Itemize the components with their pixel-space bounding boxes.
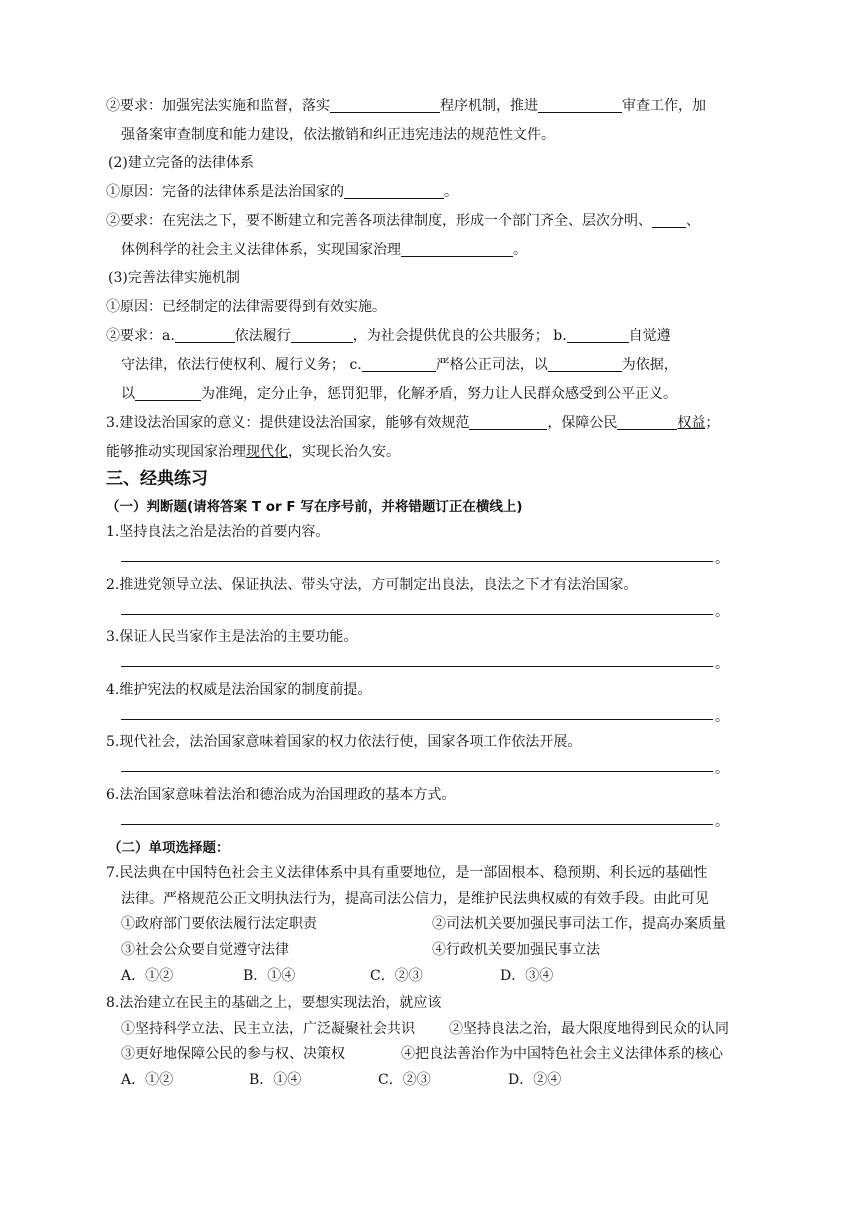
implementation-heading: (3)完善法律实施机制 [108,270,240,286]
q8-option-2: ②坚持良法之治，最大限度地得到民众的认同 [449,1021,729,1037]
q7-option-1: ①政府部门要依法履行法定职责 [121,916,317,932]
tf-answer-line-6[interactable] [121,824,713,825]
tf-question-3: 3.保证人民当家作主是法治的主要功能。 [106,629,358,645]
q8-choice-a[interactable]: A．①② [121,1072,174,1088]
blank-impl-b-subject[interactable] [567,326,629,343]
q7-choice-b[interactable]: B．①④ [243,968,296,984]
q7-option-3: ③社会公众要自觉遵守法律 [121,942,289,958]
tf-question-5: 5.现代社会，法治国家意味着国家的权力依法行使，国家各项工作依法开展。 [106,734,582,750]
law-system-heading: (2)建立完备的法律体系 [108,155,254,171]
blank-regulate[interactable] [469,413,547,430]
implementation-requirement-cont: 守法律，依法行使权利、履行义务； c. 严格公正司法，以 为依据， [121,357,678,373]
q7-stem-line-2: 法律。严格规范公正文明执法行为，提高司法公信力，是维护民法典权威的有效手段。由此可见 [121,891,709,907]
implementation-reason: ①原因：已经制定的法律需要得到有效实施。 [106,299,386,315]
blank-impl-a-object[interactable] [291,326,353,343]
tf-answer-line-5[interactable] [121,771,713,772]
q7-choice-c[interactable]: C．②③ [370,968,423,984]
blank-impl-criterion[interactable] [135,384,201,401]
blank-protect[interactable] [617,413,677,430]
significance-line: 3.建设法治国家的意义：提供建设法治国家，能够有效规范 ，保障公民 权益； [106,415,720,431]
worksheet-page: ②要求：加强宪法实施和监督，落实 程序机制，推进 审查工作，加 强备案审查制度和能力建设，依法撤销和纠正违宪违法的规范性文件。 (2)建立完备的法律体系 ①原因：完备的法律体系是法治国家的 。 ②要求：在宪法之下，要不断建立和完善各项法律制度，形成一个部门齐全、层次分明、 、 体例科学的社会主义法律体系，实现国家治理 。 (3)完善法律实施机制 ①原因：已经制定的法律需要得到有效实施。 ②要求：a. 依法履行 ，为社会提供优良的公共服务； b. 自觉遵 守法律，依法行使权利、履行义务； c. 严格公正司法，以 为依据， 以 为准绳，定分止争，惩罚犯罪，化解矛盾，努力让人民群众感受到公平正义。 3.建设法治国家的意义：提供建设法治国家，能够有效规范 ，保障公民 权益； 能够推动实现国家治理现代化，实现长治久安。 三、经典练习 （一）判断题(请将答案 T or F 写在序号前，并将错题订正在横线上) 1.坚持良法之治是法治的首要内容。 。 2.推进党领导立法、保证执法、带头守法，方可制定出良法，良法之下才有法治国家。 。 3.保证人民当家作主是法治的主要功能。 。 4.维护宪法的权威是法治国家的制度前提。 。 5.现代社会，法治国家意味着国家的权力依法行使，国家各项工作依法开展。 。 6.法治国家意味着法治和德治成为治国理政的基本方式。 。 （二）单项选择题： 7.民法典在中国特色社会主义法律体系中具有重要地位，是一部固根本、稳预期、利长远的基础性 法律。严格规范公正文明执法行为，提高司法公信力，是维护民法典权威的有效手段。由此可见 ①政府部门要依法履行法定职责 ②司法机关要加强民事司法工作，提高办案质量 ③社会公众要自觉遵守法律 ④行政机关要加强民事立法 A．①② B．①④ C．②③ D．③④ 8.法治建立在民主的基础之上，要想实现法治，就应该 ①坚持科学立法、民主立法，广泛凝聚社会共识 ②坚持良法之治，最大限度地得到民众的认同 ③更好地保障公民的参与权、决策权 ④把良法善治作为中国特色社会主义法律体系的核心 A．①② B．①④ C．②③ D．②④ [0,0,860,1216]
true-false-heading: （一）判断题(请将答案 T or F 写在序号前，并将错题订正在横线上) [106,499,523,515]
blank-impl-c-subject[interactable] [362,355,436,372]
blank-law-system-feature[interactable] [652,211,686,228]
q7-choice-a[interactable]: A．①② [121,968,174,984]
q8-option-3: ③更好地保障公民的参与权、决策权 [121,1046,345,1062]
blank-procedure-mechanism[interactable] [330,96,440,113]
blank-governance-goal[interactable] [401,240,513,257]
q8-option-4: ④把良法善治作为中国特色社会主义法律体系的核心 [401,1046,723,1062]
constitution-requirement-cont: 强备案审查制度和能力建设，依法撤销和纠正违宪违法的规范性文件。 [121,127,555,143]
tf-answer-line-2[interactable] [121,614,713,615]
tf-question-2: 2.推进党领导立法、保证执法、带头守法，方可制定出良法，良法之下才有法治国家。 [106,577,638,593]
q7-choice-d[interactable]: D．③④ [500,968,554,984]
implementation-requirement-cont2: 以 为准绳，定分止争，惩罚犯罪，化解矛盾，努力让人民群众感受到公平正义。 [121,386,677,402]
tf-question-6: 6.法治国家意味着法治和德治成为治国理政的基本方式。 [106,787,456,803]
multiple-choice-heading: （二）单项选择题： [108,840,230,856]
q8-choice-b[interactable]: B．①④ [249,1072,302,1088]
tf-question-1: 1.坚持良法之治是法治的首要内容。 [106,524,330,540]
blank-law-system-basis[interactable] [344,182,444,199]
q8-option-1: ①坚持科学立法、民主立法，广泛凝聚社会共识 [121,1021,415,1037]
law-system-reason: ①原因：完备的法律体系是法治国家的 。 [106,184,458,200]
section-heading-practice: 三、经典练习 [106,469,208,489]
law-system-requirement: ②要求：在宪法之下，要不断建立和完善各项法律制度，形成一个部门齐全、层次分明、 、 [106,213,700,229]
q8-choice-d[interactable]: D．②④ [508,1072,562,1088]
blank-impl-a-subject[interactable] [175,326,235,343]
q8-choice-c[interactable]: C．②③ [378,1072,431,1088]
blank-impl-basis[interactable] [548,355,622,372]
q7-stem-line-1: 7.民法典在中国特色社会主义法律体系中具有重要地位，是一部固根本、稳预期、利长远的基础性 [106,865,708,881]
tf-answer-line-1[interactable] [121,561,713,562]
q7-option-4: ④行政机关要加强民事立法 [432,942,600,958]
significance-line-cont: 能够推动实现国家治理现代化，实现长治久安。 [106,444,400,460]
tf-question-4: 4.维护宪法的权威是法治国家的制度前提。 [106,682,372,698]
tf-answer-line-4[interactable] [121,719,713,720]
q7-option-2: ②司法机关要加强民事司法工作，提高办案质量 [432,916,726,932]
implementation-requirement: ②要求：a. 依法履行 ，为社会提供优良的公共服务； b. 自觉遵 [106,328,671,344]
law-system-requirement-cont: 体例科学的社会主义法律体系，实现国家治理 。 [121,242,527,258]
blank-review-work[interactable] [538,96,622,113]
constitution-requirement-line: ②要求：加强宪法实施和监督，落实 程序机制，推进 审查工作，加 [106,98,706,114]
q8-stem: 8.法治建立在民主的基础之上，要想实现法治，就应该 [106,995,442,1011]
tf-answer-line-3[interactable] [121,666,713,667]
